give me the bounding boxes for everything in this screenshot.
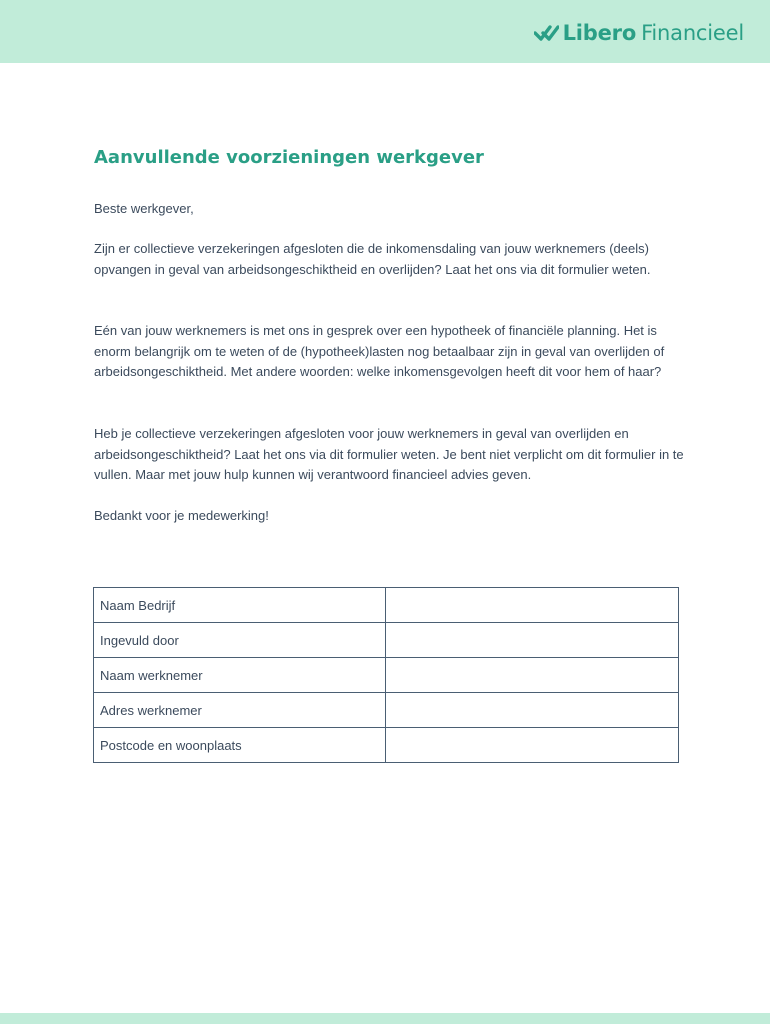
form-row-filled-by [94,623,679,658]
brand-name [563,21,744,45]
brand-name-regular: Financieel [641,21,744,45]
company-name-field[interactable] [386,588,679,623]
double-check-logo-icon [534,24,559,42]
label-employee-address: Adres werknemer [94,693,386,728]
postcode-city-field[interactable] [386,728,679,763]
filled-by-field[interactable] [386,623,679,658]
closing-text: Bedankt voor je medewerking! [94,508,269,523]
form-row-postcode-city [94,728,679,763]
label-employee-name: Naam werknemer [94,658,386,693]
request-paragraph: Heb je collectieve verzekeringen afgesloten voor jouw werknemers in geval van overlijden en arbeidsongeschiktheid? Laat het ons via dit formulier weten. Je bent niet verplicht om dit formulier in te vullen. Maar met jouw hulp kunnen wij verantwoord financieel advies geven. [94,426,684,482]
header-band [0,0,770,63]
brand-logo [534,19,744,47]
label-filled-by: Ingevuld door [94,623,386,658]
employer-info-form [93,587,679,763]
label-postcode-city: Postcode en woonplaats [94,728,386,763]
employee-name-field[interactable] [386,658,679,693]
page-title: Aanvullende voorzieningen werkgever [94,147,484,168]
employee-address-field[interactable] [386,693,679,728]
brand-name-bold: Libero [562,21,637,45]
label-company-name: Naam Bedrijf [94,588,386,623]
footer-band [0,1013,770,1024]
greeting-text: Beste werkgever, [94,201,194,216]
form-row-company [94,588,679,623]
form-row-employee-address [94,693,679,728]
form-row-employee-name [94,658,679,693]
intro-paragraph: Zijn er collectieve verzekeringen afgesloten die de inkomensdaling van jouw werknemers (deels) opvangen in geval van arbeidsongeschiktheid en overlijden? Laat het ons via dit formulier weten. [94,241,651,277]
context-paragraph: Eén van jouw werknemers is met ons in gesprek over een hypotheek of financiële planning. Het is enorm belangrijk om te weten of de (hypotheek)lasten nog betaalbaar zijn in geval van overlijden of arbeidsongeschiktheid. Met andere woorden: welke inkomensgevolgen heeft dit voor hem of haar? [94,323,665,379]
